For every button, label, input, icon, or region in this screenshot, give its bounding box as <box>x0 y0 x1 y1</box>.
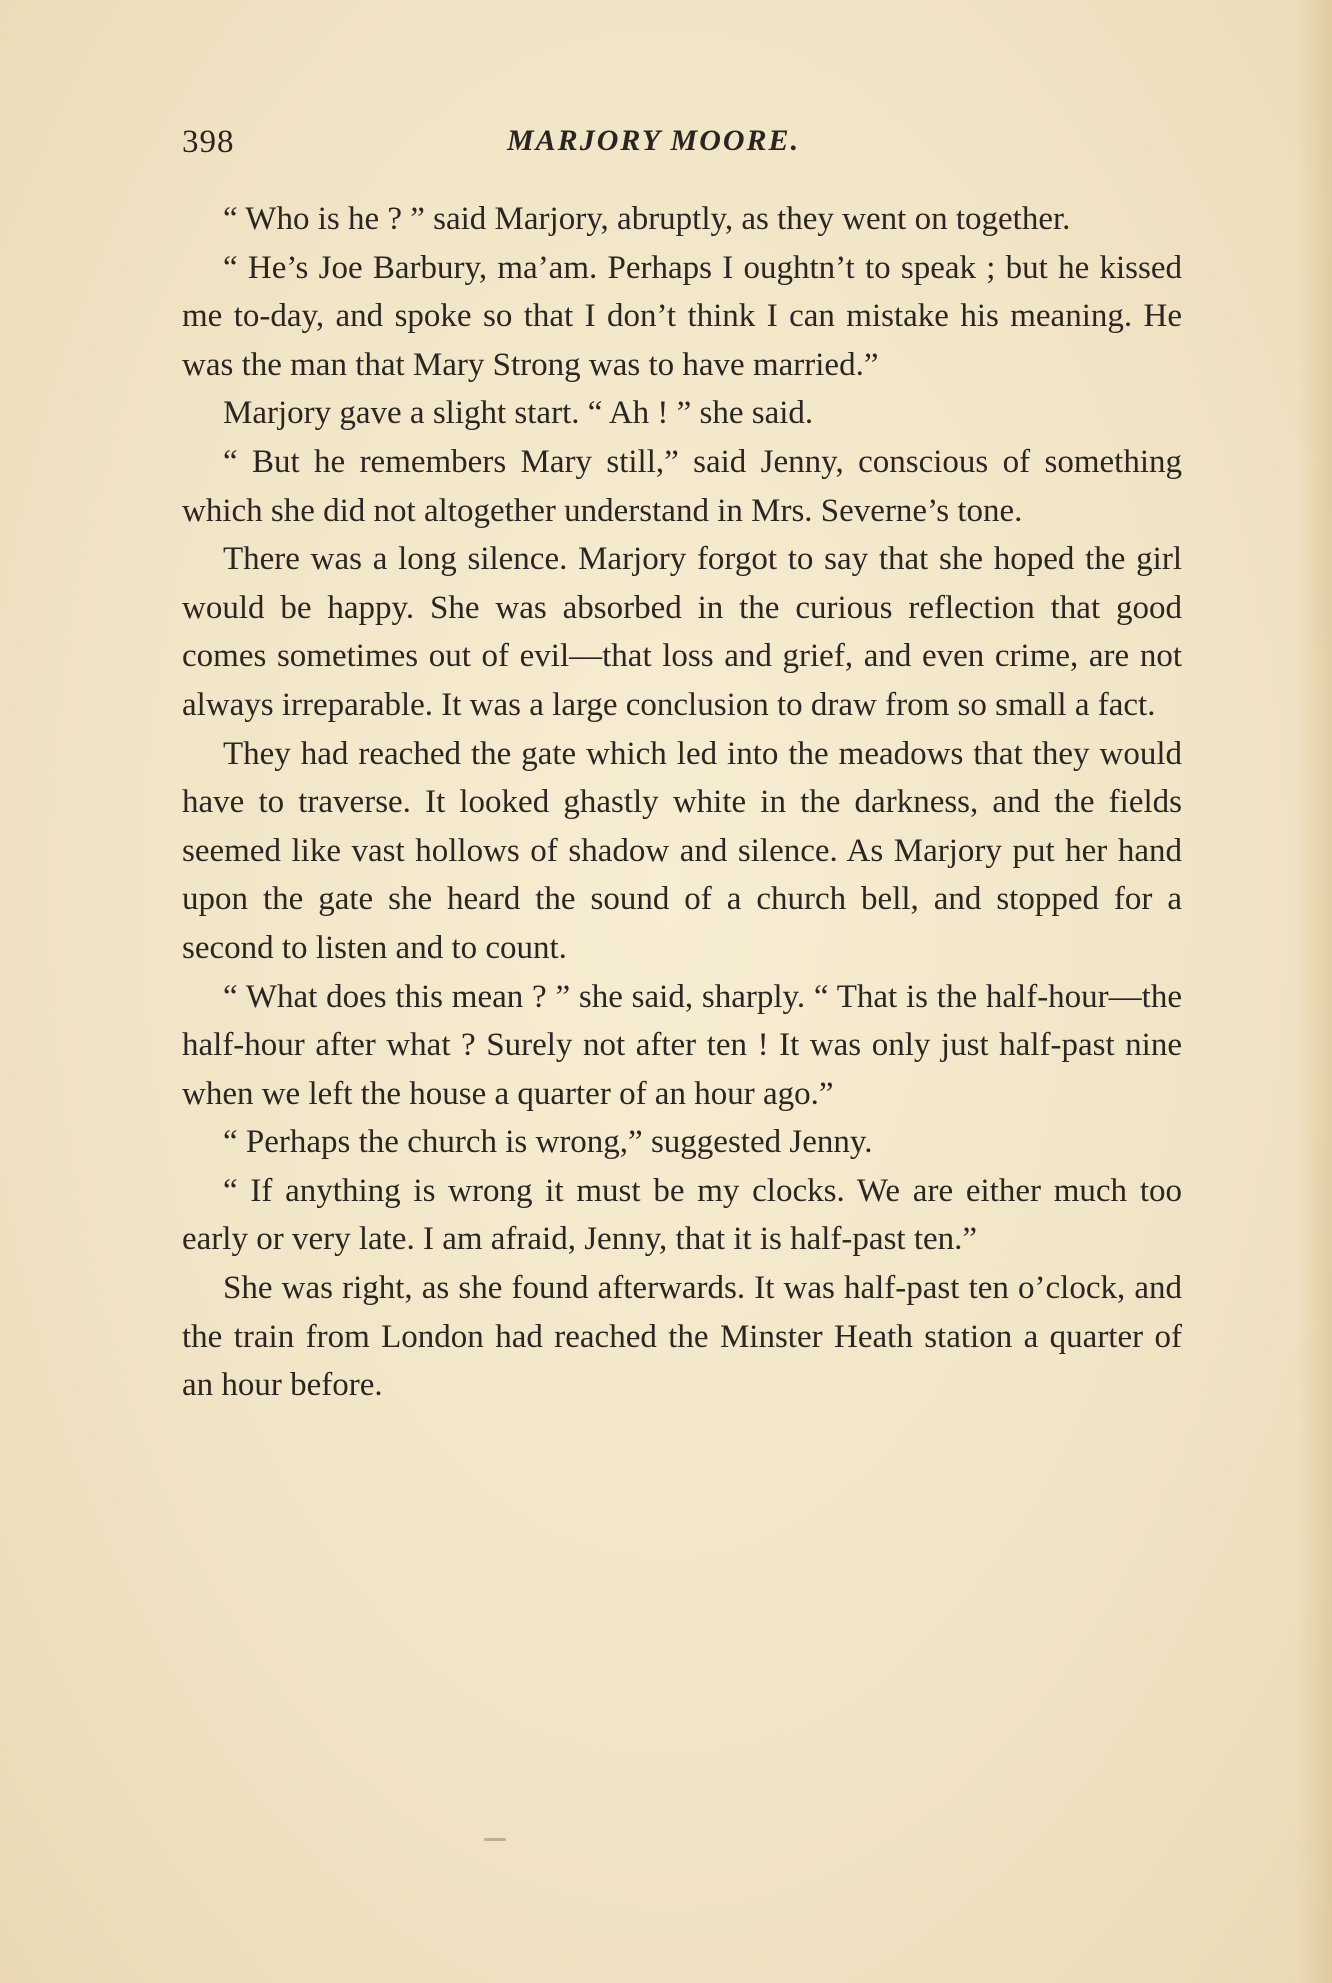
paragraph: She was right, as she found afterwards. It was half-past ten o’clock, and the train from London had reached the Minster Heath station a quarter of an hour before. <box>182 1270 1182 1404</box>
body-text <box>182 195 1182 1410</box>
paragraph: There was a long silence. Marjory forgot to say that she hoped the girl would be happy. She was absorbed in the curious reflection that good comes sometimes out of evil—that loss and grief, and even crime, are not always irreparable. It was a large conclusion to draw from so small a fact. <box>182 541 1182 723</box>
paragraph: “ He’s Joe Barbury, ma’am. Perhaps I oughtn’t to speak ; but he kissed me to-day, and spoke so that I don’t think I can mistake his meaning. He was the man that Mary Strong was to have married.” <box>182 249 1182 383</box>
ink-mark <box>484 1838 506 1841</box>
running-title: MARJORY MOORE. <box>507 124 801 157</box>
paragraph: “ If anything is wrong it must be my clocks. We are either much too early or very late. I am afraid, Jenny, that it is half-past ten.” <box>182 1172 1182 1258</box>
paragraph: “ Who is he ? ” said Marjory, abruptly, as they went on together. <box>223 201 1071 237</box>
paragraph: “ Perhaps the church is wrong,” suggested Jenny. <box>223 1124 873 1161</box>
paragraph: “ What does this mean ? ” she said, sharply. “ That is the half-hour—the half-hour after what ? Surely not after ten ! It was only just half-past nine when we left the house a quarter of an hour ago.” <box>182 978 1182 1112</box>
page-edge-shadow <box>1298 0 1332 1983</box>
paragraph: Marjory gave a slight start. “ Ah ! ” she said. <box>223 395 814 432</box>
paragraph: “ But he remembers Mary still,” said Jenny, conscious of something which she did not altogether understand in Mrs. Severne’s tone. <box>182 443 1182 529</box>
paragraph: They had reached the gate which led into the meadows that they would have to traverse. It looked ghastly white in the darkness, and the fields seemed like vast hollows of shadow and silence. As Marjory put her hand upon the gate she heard the sound of a church bell, and stopped for a second to listen and to count. <box>182 735 1182 966</box>
page-number: 398 <box>182 124 235 160</box>
page-header <box>182 124 852 174</box>
